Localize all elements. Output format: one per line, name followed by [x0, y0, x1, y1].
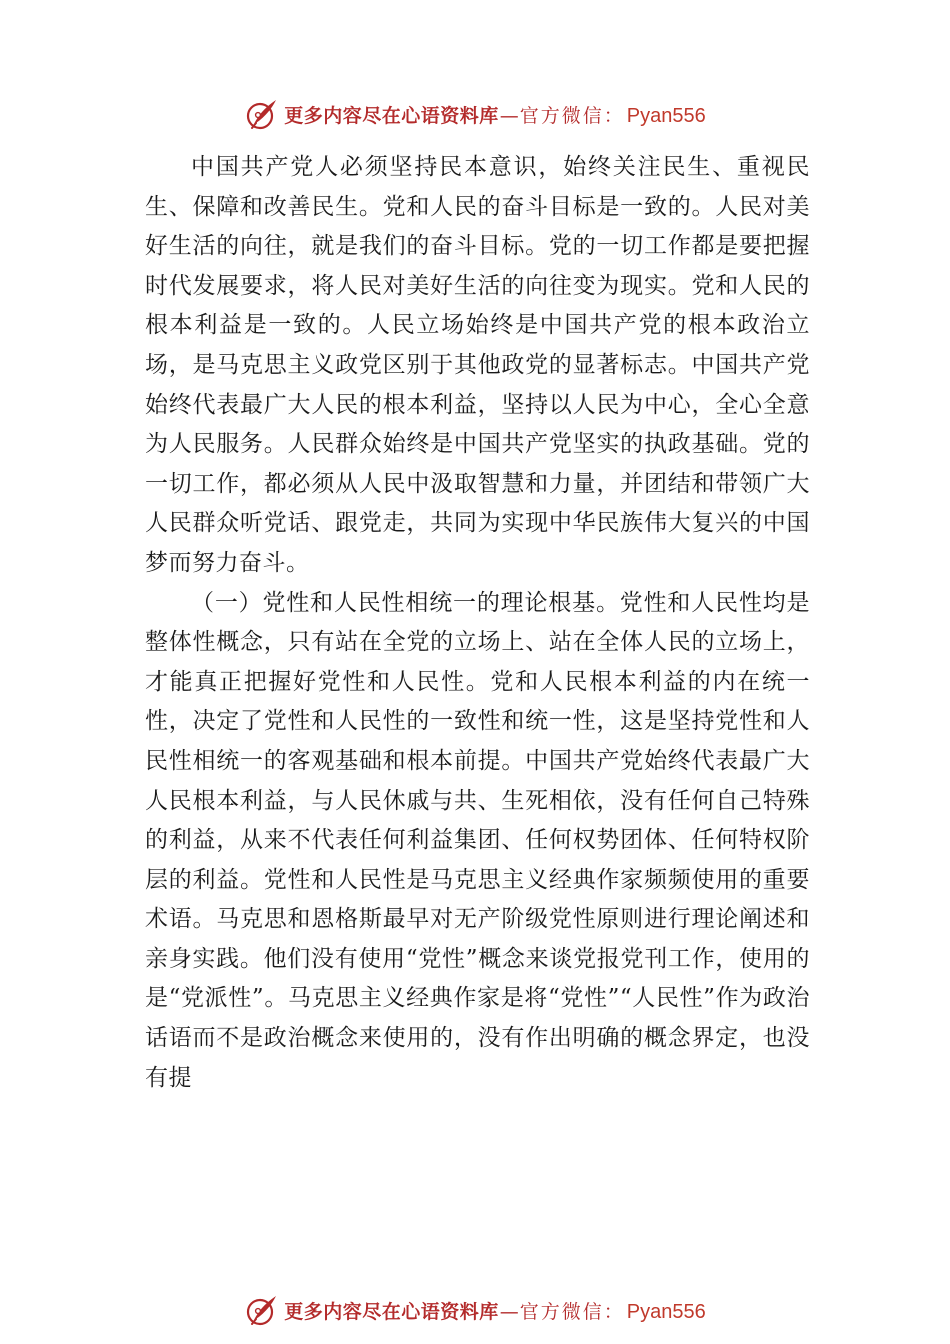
header-banner	[0, 94, 950, 134]
quill-pen-logo-icon	[244, 96, 280, 132]
body-paragraph-1: 中国共产党人必须坚持民本意识，始终关注民生、重视民生、保障和改善民生。党和人民的奋斗目标是一致的。人民对美好生活的向往，就是我们的奋斗目标。党的一切工作都是要把握时代发展要求，将人民对美好生活的向往变为现实。党和人民的根本利益是一致的。人民立场始终是中国共产党的根本政治立场，是马克思主义政党区别于其他政党的显著标志。中国共产党始终代表最广大人民的根本利益，坚持以人民为中心，全心全意为人民服务。人民群众始终是中国共产党坚实的执政基础。党的一切工作，都必须从人民中汲取智慧和力量，并团结和带领广大人民群众听党话、跟党走，共同为实现中华民族伟大复兴的中国梦而努力奋斗。	[145, 154, 810, 576]
footer-separator: —	[499, 1300, 519, 1323]
document-body	[145, 148, 810, 1098]
footer-banner	[0, 1290, 950, 1330]
footer-wechat-id: Pyan556	[626, 1300, 706, 1323]
banner-main-text: 更多内容尽在心语资料库	[284, 104, 499, 127]
banner-wechat-label: 官方微信：	[519, 104, 625, 127]
footer-wechat-label: 官方微信：	[519, 1300, 625, 1323]
quill-pen-logo-icon	[244, 1292, 280, 1328]
banner-separator: —	[499, 104, 519, 127]
body-paragraph-2: （一）党性和人民性相统一的理论根基。党性和人民性均是整体性概念，只有站在全党的立场上、站在全体人民的立场上，才能真正把握好党性和人民性。党和人民根本利益的内在统一性，决定了党性和人民性的一致性和统一性，这是坚持党性和人民性相统一的客观基础和根本前提。中国共产党始终代表最广大人民根本利益，与人民休戚与共、生死相依，没有任何自己特殊的利益，从来不代表任何利益集团、任何权势团体、任何特权阶层的利益。党性和人民性是马克思主义经典作家频频使用的重要术语。马克思和恩格斯最早对无产阶级党性原则进行理论阐述和亲身实践。他们没有使用“党性”概念来谈党报党刊工作，使用的是“党派性”。马克思主义经典作家是将“党性”“人民性”作为政治话语而不是政治概念来使用的，没有作出明确的概念界定，也没有提	[145, 589, 810, 1091]
banner-wechat-id: Pyan556	[626, 104, 706, 127]
footer-main-text: 更多内容尽在心语资料库	[284, 1300, 499, 1323]
